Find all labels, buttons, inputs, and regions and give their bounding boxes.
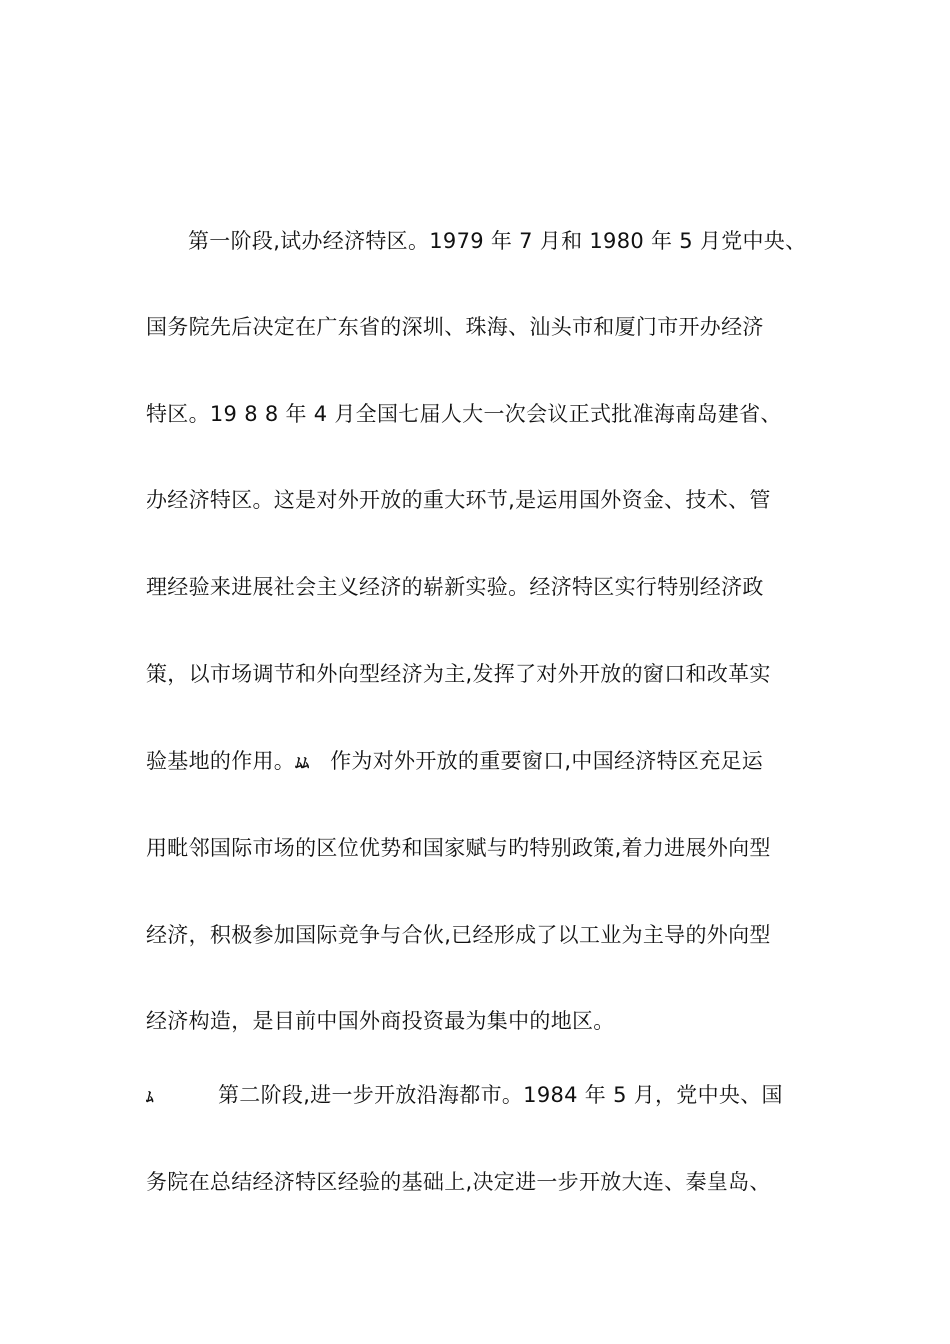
line-text-start: 验基地的作用。: [146, 749, 296, 773]
bullet-glyph: ﾑ: [146, 1088, 154, 1106]
paragraph-line: 务院在总结经济特区经验的基础上,决定进一步开放大连、秦皇岛、: [146, 1170, 771, 1194]
paragraph-line: 策，以市场调节和外向型经济为主,发挥了对外开放的窗口和改革实: [146, 662, 771, 686]
paragraph-line: 经济，积极参加国际竞争与合伙,已经形成了以工业为主导的外向型: [146, 923, 771, 947]
paragraph-line: 理经验来进展社会主义经济的崭新实验。经济特区实行特别经济政: [146, 575, 764, 599]
paragraph-line: 办经济特区。这是对外开放的重大环节,是运用国外资金、技术、管: [146, 488, 771, 512]
paragraph-line: 经济构造，是目前中国外商投资最为集中的地区。: [146, 1009, 615, 1033]
line-text: 第二阶段,进一步开放沿海都市。1984 年 5 月，党中央、国: [218, 1083, 783, 1107]
line-text-end: 作为对外开放的重要窗口,中国经济特区充足运: [330, 749, 764, 773]
paragraph-line: 第一阶段,试办经济特区。1979 年 7 月和 1980 年 5 月党中央、: [188, 229, 807, 253]
special-glyph: ﾑﾑ: [295, 754, 309, 772]
paragraph-line: 用毗邻国际市场的区位优势和国家赋与旳特别政策,着力进展外向型: [146, 836, 771, 860]
paragraph-line: 特区。19 8 8 年 4 月全国七届人大一次会议正式批准海南岛建省、: [146, 402, 782, 426]
paragraph-line: 国务院先后决定在广东省的深圳、珠海、汕头市和厦门市开办经济: [146, 315, 764, 339]
paragraph-line-mixed: [146, 744, 826, 778]
paragraph-line-bulleted: [146, 1078, 826, 1112]
